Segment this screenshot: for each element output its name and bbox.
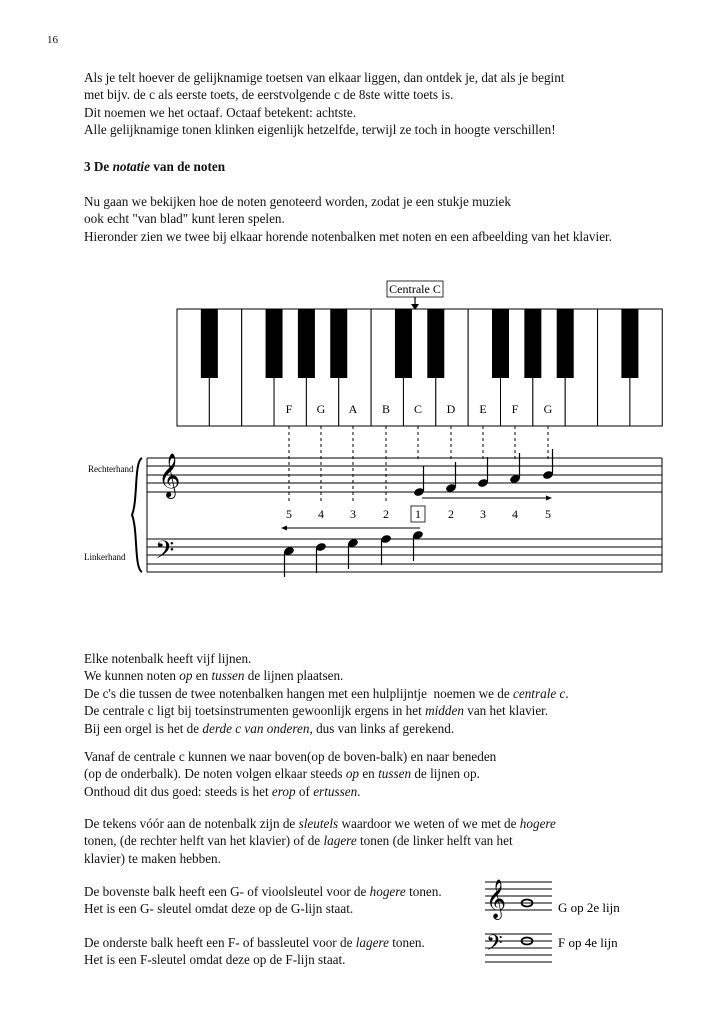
body-line: We kunnen noten op en tussen de lijnen plaatsen. [84, 668, 344, 684]
body-line: De tekens vóór aan de notenbalk zijn de sleutels waardoor we weten of we met de hogere [84, 816, 556, 831]
finger-number: 1 [415, 507, 421, 521]
black-key [557, 309, 574, 378]
brace [132, 458, 142, 572]
bass-notes [283, 530, 427, 577]
key-letter: G [543, 402, 553, 416]
centrale-c-label: Centrale C [389, 282, 441, 296]
left-arrowhead [281, 526, 287, 531]
key-letter: C [413, 402, 423, 416]
treble-staff [147, 458, 662, 492]
black-key [427, 309, 444, 378]
bass-clef-text [84, 934, 425, 969]
body-line: De c's die tussen de twee notenbalken hangen met een hulplijntje noemen we de centrale c. [84, 685, 569, 701]
black-key [524, 309, 541, 378]
notation-paragraph [84, 650, 569, 737]
key-letter: A [348, 402, 358, 416]
black-key [201, 309, 218, 378]
key-letter: E [479, 402, 487, 416]
intro-line-2: met bijv. de c als eerste toets, de eerstvolgende c de 8ste witte toets is. [84, 87, 454, 103]
finger-number: 3 [350, 507, 356, 521]
treble-clef-example [485, 879, 552, 920]
page-number: 16 [47, 34, 58, 46]
body-line: Elke notenbalk heeft vijf lijnen. [84, 651, 252, 666]
body-line: (op de onderbalk). De noten volgen elkaar steeds op en tussen de lijnen op. [84, 766, 480, 782]
body-line: Het is een G- sleutel omdat deze op de G-lijn staat. [84, 901, 354, 917]
finger-number: 2 [448, 507, 454, 521]
intro-line-3: Dit noemen we het octaaf. Octaaf betekent: achtste. [84, 104, 357, 120]
left-hand-label: Linkerhand [84, 552, 126, 562]
finger-numbers [286, 506, 551, 522]
body-line: Het is een F-sleutel omdat deze op de F-lijn staat. [84, 952, 346, 968]
intro-line-4: Alle gelijknamige tonen klinken eigenlijk hetzelfde, terwijl ze toch in hoogte verschillen! [84, 122, 556, 138]
finger-number: 5 [286, 507, 292, 521]
finger-number: 3 [480, 507, 486, 521]
black-key [492, 309, 509, 378]
black-key [330, 309, 347, 378]
right-arrowhead [546, 496, 552, 501]
section-line-2: ook echt "van blad" kunt leren spelen. [84, 211, 285, 227]
treble-clef-text [84, 883, 442, 918]
black-key [395, 309, 412, 378]
key-letter: B [381, 402, 391, 416]
finger-number: 4 [512, 507, 518, 521]
intro-line-1: Als je telt hoever de gelijknamige toetsen van elkaar liggen, dan ontdek je, dat als je begint [84, 70, 565, 85]
direction-paragraph [84, 748, 496, 800]
finger-number: 2 [383, 507, 389, 521]
key-letter: G [316, 402, 326, 416]
bass-clef-icon: 𝄢 [486, 931, 503, 961]
bass-staff [147, 539, 662, 572]
body-line: De bovenste balk heeft een G- of vioolsleutel voor de hogere tonen. [84, 884, 442, 899]
section-heading: 3 De notatie van de noten [84, 159, 226, 174]
body-line: klavier) te maken hebben. [84, 850, 221, 866]
body-line: Onthoud dit dus goed: steeds is het erop of ertussen. [84, 783, 361, 799]
key-letter: F [511, 402, 519, 416]
black-key [298, 309, 315, 378]
body-line: De onderste balk heeft een F- of bassleutel voor de lagere tonen. [84, 935, 425, 950]
black-key [266, 309, 283, 378]
treble-clef-caption: G op 2e lijn [558, 900, 620, 915]
treble-clef-icon: 𝄞 [158, 453, 181, 497]
black-key [621, 309, 638, 378]
bass-clef-icon: 𝄢 [155, 536, 175, 571]
body-line: De centrale c ligt bij toetsinstrumenten gewoonlijk ergens in het midden van het klavier. [84, 703, 549, 719]
section-line-3: Hieronder zien we twee bij elkaar horende notenbalken met noten en een afbeelding van het klavier. [84, 228, 613, 244]
finger-number: 4 [318, 507, 324, 521]
body-line: Bij een orgel is het de derde c van onderen, dus van links af gerekend. [84, 720, 455, 736]
clef-paragraph [84, 815, 556, 867]
section-line-1: Nu gaan we bekijken hoe de noten genoteerd worden, zodat je een stukje muziek [84, 194, 511, 209]
key-letter: F [285, 402, 293, 416]
right-hand-label: Rechterhand [88, 464, 134, 474]
key-letter: D [446, 402, 456, 416]
body-line: tonen, (de rechter helft van het klavier) of de lagere tonen (de linker helft van het [84, 833, 513, 849]
bass-clef-caption: F op 4e lijn [558, 935, 618, 950]
body-line: Vanaf de centrale c kunnen we naar boven(op de boven-balk) en naar beneden [84, 749, 497, 764]
bass-clef-example [485, 931, 552, 962]
treble-clef-icon: 𝄞 [486, 879, 507, 919]
finger-number: 5 [545, 507, 551, 521]
treble-notes [410, 449, 554, 497]
